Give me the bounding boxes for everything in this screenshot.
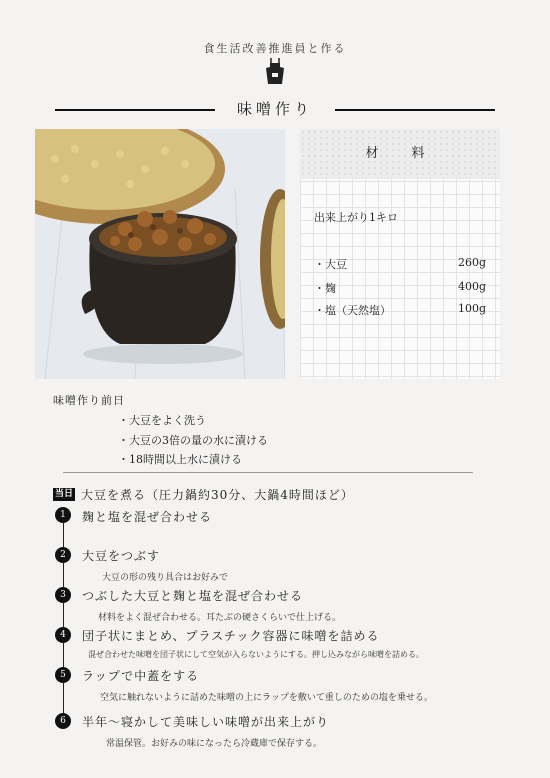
materials-yield: 出来上がり1キロ xyxy=(314,211,398,224)
step-number: 1 xyxy=(55,507,71,523)
page-title: 味噌作り xyxy=(0,98,550,119)
prep-item: ・大豆の3倍の量の水に漬ける xyxy=(118,434,268,447)
step-text: 麹と塩を混ぜ合わせる xyxy=(82,510,213,524)
divider xyxy=(63,472,473,473)
step-note: 大豆の形の残り具合はお好みで xyxy=(102,573,229,583)
step-number: 6 xyxy=(55,713,71,729)
step-text: ラップで中蓋をする xyxy=(82,669,200,683)
step-number: 5 xyxy=(55,667,71,683)
prep-title: 味噌作り前日 xyxy=(53,394,125,407)
apron-icon xyxy=(265,58,285,84)
step-text: 団子状にまとめ、プラスチック容器に味噌を詰める xyxy=(82,629,380,643)
step-note: 混ぜ合わせた味噌を団子状にして空気が入らないようにする。押し込みながら味噌を詰める。 xyxy=(88,650,424,659)
miso-pot-photo xyxy=(35,129,285,379)
step-note: 空気に触れないように詰めた味噌の上にラップを敷いて重しのための塩を乗せる。 xyxy=(100,693,433,703)
materials-item: ・大豆 260g xyxy=(314,256,486,271)
step-number: 4 xyxy=(55,627,71,643)
materials-panel xyxy=(300,129,500,379)
day-badge: 当日 xyxy=(54,489,73,499)
materials-heading: 材 料 xyxy=(300,129,500,179)
step-text: 大豆をつぶす xyxy=(82,549,161,563)
step-text: つぶした大豆と麹と塩を混ぜ合わせる xyxy=(82,589,304,603)
materials-item: ・塩（天然塩） 100g xyxy=(314,302,486,317)
step-number: 2 xyxy=(55,547,71,563)
materials-item: ・麹 400g xyxy=(314,280,486,295)
subtitle: 食生活改善推進員と作る xyxy=(203,42,347,55)
step-note: 常温保管。お好みの味になったら冷蔵庫で保存する。 xyxy=(106,739,323,749)
step-note: 材料をよく混ぜ合わせる。耳たぶの硬さくらいで仕上げる。 xyxy=(98,613,342,623)
prep-item: ・大豆をよく洗う xyxy=(118,414,206,427)
prep-item: ・18時間以上水に漬ける xyxy=(118,453,242,466)
step-number: 3 xyxy=(55,587,71,603)
day-text: 大豆を煮る（圧力鍋約30分、大鍋4時間ほど） xyxy=(81,488,354,502)
step-text: 半年～寝かして美味しい味噌が出来上がり xyxy=(82,715,330,729)
